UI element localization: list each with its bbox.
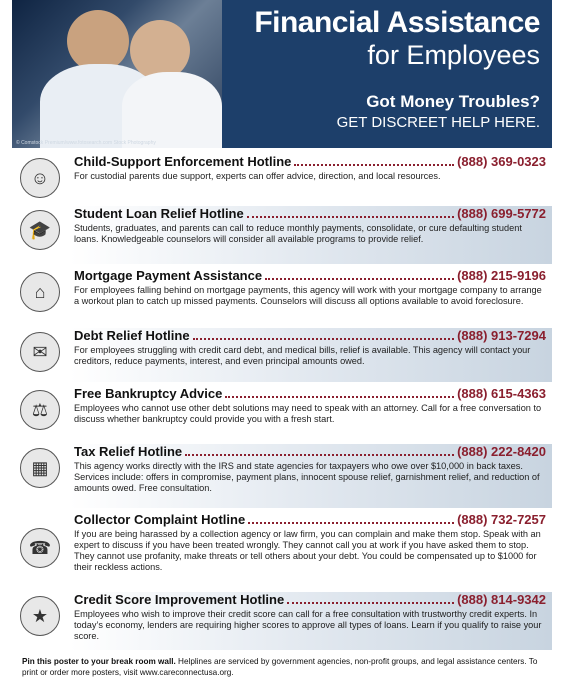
list-item: [12, 442, 552, 510]
hotline-description: If you are being harassed by a collection agency or law firm, you can complain and make them stop. Speak with an expert to discuss if you have been treated wrongly. They cannot call you at work if you have asked them to stop. They cannot use profanity, make threats or tell others about your debt. You could be compensated up to $1000 for their reckless actions.: [74, 529, 541, 572]
hotline-phone[interactable]: (888) 615-4363: [457, 386, 546, 401]
family-icon: ☺: [20, 158, 60, 198]
page-title: Financial Assistance: [254, 6, 540, 39]
calculator-icon: ▦: [20, 448, 60, 488]
hotline-name: Mortgage Payment Assistance: [74, 268, 263, 283]
gavel-icon: ⚖: [20, 390, 60, 430]
hotline-name: Credit Score Improvement Hotline: [74, 592, 285, 607]
phone-caller-icon: ☎: [20, 528, 60, 568]
header-photo: [12, 0, 222, 148]
hotline-description: Employees who wish to improve their credit score can call for a free consultation with trustworthy credit experts. In today’s economy, lenders are requiring higher scores to approve all types of loans. Learn if you qualify to raise your score.: [74, 609, 542, 641]
list-item: [12, 266, 552, 326]
hotline-description: For custodial parents due support, experts can offer advice, direction, and local resources.: [74, 171, 441, 181]
list-item: [12, 152, 552, 204]
hotline-name: Free Bankruptcy Advice: [74, 386, 223, 401]
page-subtitle: for Employees: [367, 40, 540, 70]
hotline-phone[interactable]: (888) 215-9196: [457, 268, 546, 283]
house-icon: ⌂: [20, 272, 60, 312]
list-item: [12, 590, 552, 652]
hotline-name: Tax Relief Hotline: [74, 444, 183, 459]
footer-bold: Pin this poster to your break room wall.: [22, 657, 176, 666]
hotline-description: Students, graduates, and parents can call to reduce monthly payments, consolidate, or cure defaulting student loans. Knowledgeable counselors will consider all available programs to provide relief.: [74, 223, 522, 244]
graduation-icon: 🎓: [20, 210, 60, 250]
credit-score-icon: ★: [20, 596, 60, 636]
footer-note: [22, 656, 542, 678]
tagline: Got Money Troubles?: [366, 92, 540, 111]
hotline-phone[interactable]: (888) 732-7257: [457, 512, 546, 527]
list-item: [12, 384, 552, 442]
footer-text: Helplines are serviced by government agencies, non-profit groups, and legal assistance centers. To print or order more posters, visit www.careconnectusa.org.: [22, 657, 538, 677]
hotline-description: For employees struggling with credit card debt, and medical bills, relief is available. This agency will contact your creditors, reduce payments, interest, and even principal amounts owed.: [74, 345, 531, 366]
hotline-list: [12, 152, 552, 652]
subtagline: GET DISCREET HELP HERE.: [336, 114, 540, 131]
hotline-name: Child-Support Enforcement Hotline: [74, 154, 292, 169]
bills-icon: ✉: [20, 332, 60, 372]
hotline-phone[interactable]: (888) 222-8420: [457, 444, 546, 459]
list-item: [12, 510, 552, 590]
hotline-phone[interactable]: (888) 369-0323: [457, 154, 546, 169]
hotline-name: Collector Complaint Hotline: [74, 512, 246, 527]
header-banner: [12, 0, 552, 148]
hotline-description: This agency works directly with the IRS and state agencies for taxpayers who owe over $10,000 in back taxes. Services include: offers in compromise, payment plans, innocent spouse relief, garnishment relief, and reduction of amounts owed. Free consultation.: [74, 461, 540, 493]
list-item: [12, 326, 552, 384]
hotline-name: Debt Relief Hotline: [74, 328, 190, 343]
hotline-description: For employees falling behind on mortgage payments, this agency will work with your mortgage company to arrange a workout plan to catch up missed payments. Counselors will discuss all options available to avoid foreclosure.: [74, 285, 542, 306]
hotline-phone[interactable]: (888) 814-9342: [457, 592, 546, 607]
photo-credit: © Comstock Premium/www.fotosearch.com Stock Photography: [16, 140, 156, 146]
hotline-description: Employees who cannot use other debt solutions may need to speak with an attorney. Call for a free conversation to discuss whether bankruptcy could provide you with a fresh start.: [74, 403, 542, 424]
hotline-phone[interactable]: (888) 699-5772: [457, 206, 546, 221]
hotline-name: Student Loan Relief Hotline: [74, 206, 244, 221]
list-item: [12, 204, 552, 266]
hotline-phone[interactable]: (888) 913-7294: [457, 328, 546, 343]
